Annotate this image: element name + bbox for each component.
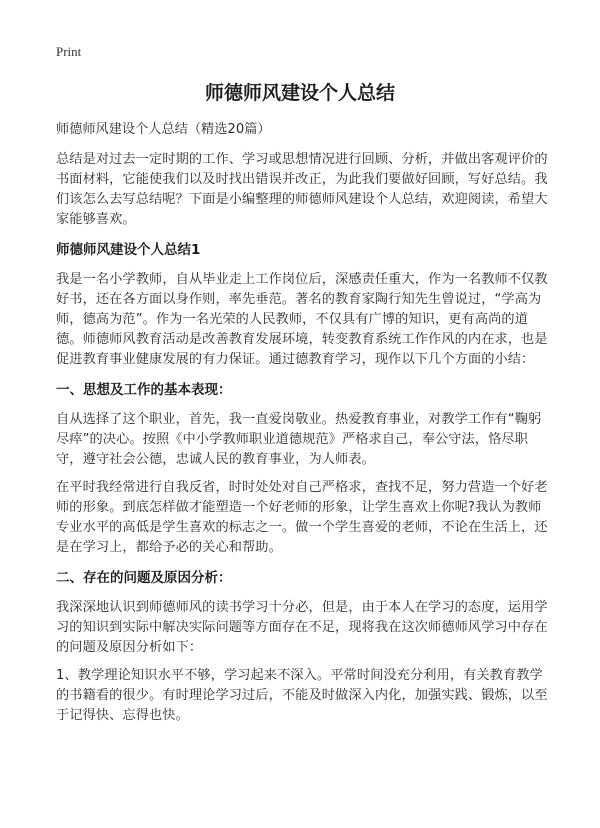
paragraph-5: 1、教学理论知识水平不够，学习起来不深入。平常时间没充分利用，有关教育教学的书籍看的很少。有时理论学习过后，不能及时做深入内化，加强实践、锻炼，以至于记得快、忘得也快。: [56, 668, 548, 723]
print-link[interactable]: Print: [56, 44, 82, 59]
subheading-2: 二、存在的问题及原因分析：: [56, 570, 232, 586]
paragraph-2: 自从选择了这个职业，首先，我一直爱岗敬业。热爱教育事业，对教学工作有“鞠躬尽瘁”的决心。按照《中小学教师职业道德规范》严格求自己，奉公守法，恪尽职守，遵守社会公德，忠诚人民的教育事业，为人师表。: [56, 412, 542, 467]
paragraph-4: 我深深地认识到师德师风的读书学习十分必，但是，由于本人在学习的态度，运用学习的知识到实际中解决实际问题等方面存在不足，现将我在这次师德师风学习中存在的问题及原因分析如下：: [56, 600, 548, 655]
article-subtitle: 师德师风建设个人总结（精选20篇）: [56, 122, 271, 137]
article-body: [56, 120, 552, 734]
paragraph-1: 我是一名小学教师，自从毕业走上工作岗位后，深感责任重大，作为一名教师不仅教好书，还在各方面以身作则，率先垂范。著名的教育家陶行知先生曾说过，“学高为师，德高为范”。作为一名光荣的人民教师，不仅具有广博的知识，更有高尚的道德。师德师风教育活动是改善教育发展环境，转变教育系统工作作风的内在求，也是促进教育事业健康发展的有力保证。通过德教育学习，现作以下几个方面的小结：: [56, 272, 548, 367]
paragraph-3: 在平时我经常进行自我反省，时时处处对自己严格求，查找不足，努力营造一个好老师的形象。到底怎样做才能塑造一个好老师的形象，让学生喜欢上你呢?我认为教师专业水平的高低是学生喜欢的标志之一。做一个学生喜爱的老师，不论在生活上，还是在学习上，都给予必的关心和帮助。: [56, 480, 548, 555]
section-heading: 师德师风建设个人总结1: [56, 242, 201, 258]
subheading-1: 一、思想及工作的基本表现：: [56, 382, 232, 398]
intro-paragraph: 总结是对过去一定时期的工作、学习或思想情况进行回顾、分析，并做出客观评价的书面材料，它能使我们以及时找出错误并改正，为此我们要做好回顾，写好总结。我们该怎么去写总结呢？下面是小编整理的师德师风建设个人总结，欢迎阅读，希望大家能够喜欢。: [56, 152, 548, 227]
page-title: 师德师风建设个人总结: [204, 82, 395, 104]
